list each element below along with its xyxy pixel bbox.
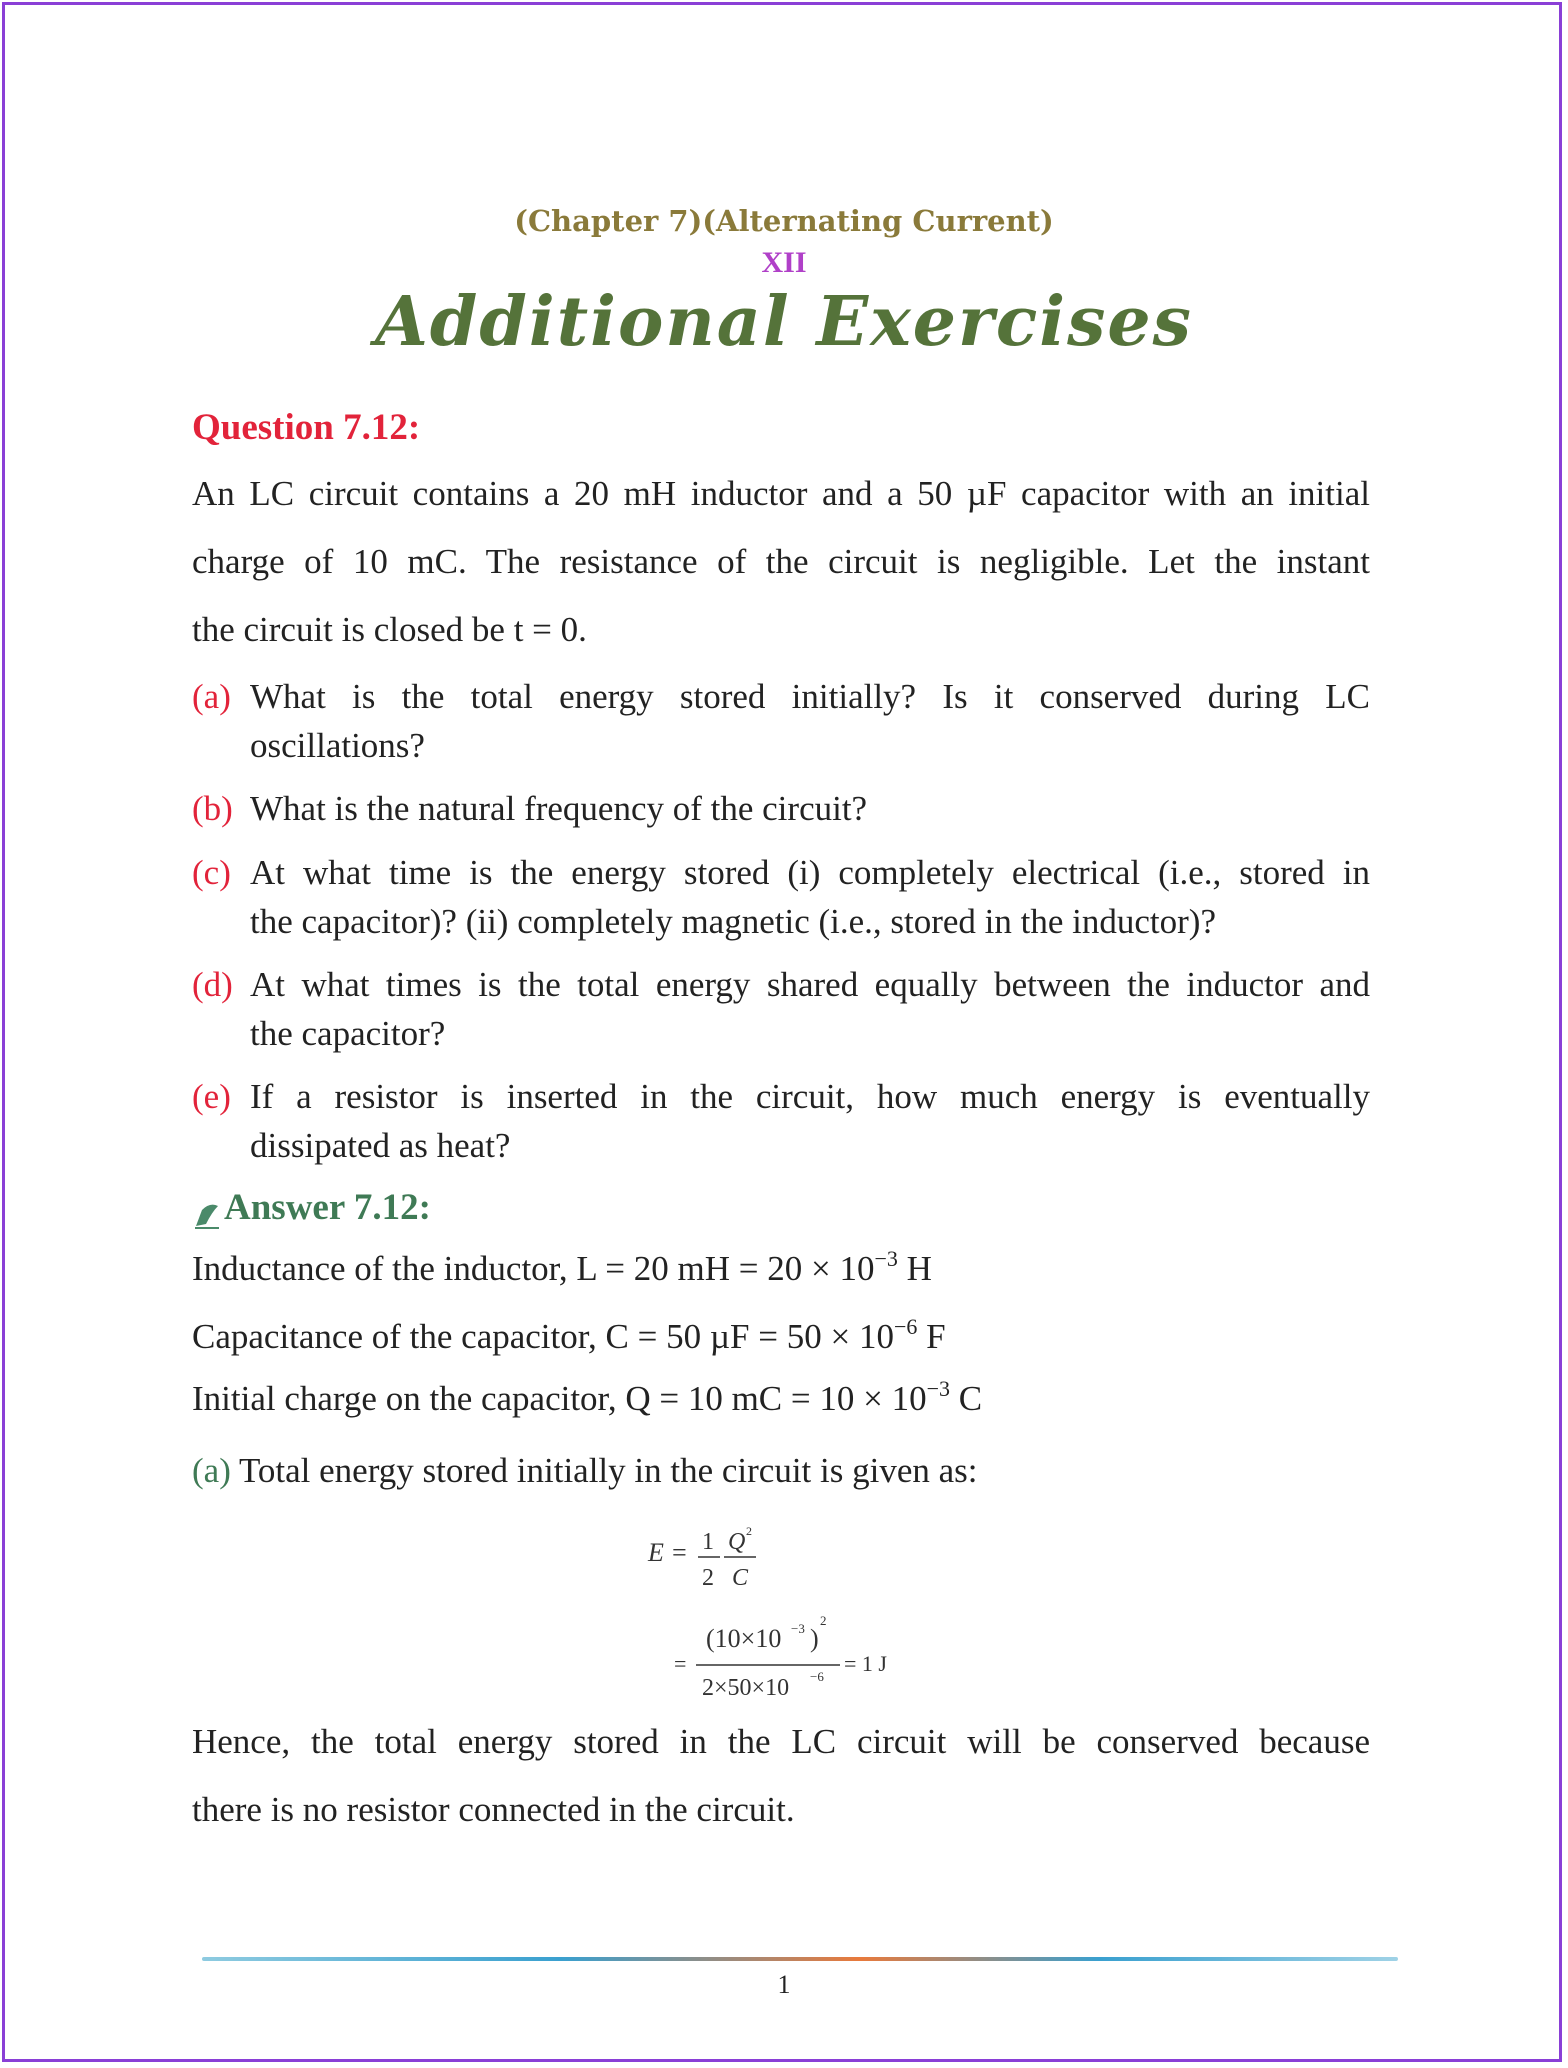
- item-line: What is the total energy stored initially? Is it conserved during LC: [250, 677, 1370, 716]
- item-line: the capacitor)? (ii) completely magnetic (i.e., stored in the inductor)?: [250, 902, 1216, 941]
- frac1-num: 1: [702, 1529, 714, 1555]
- item-line: dissipated as heat?: [250, 1126, 511, 1165]
- footer-divider: [202, 1957, 1398, 1961]
- chapter-header: (Chapter 7)(Alternating Current): [514, 204, 1054, 238]
- question-text: [192, 460, 1370, 664]
- part-a-line: (a) Total energy stored initially in the circuit is given as:: [192, 1451, 978, 1490]
- conclusion-line: Hence, the total energy stored in the LC circuit will be conserved because: [192, 1722, 1370, 1761]
- item-label: (a): [192, 677, 231, 716]
- item-label: (d): [192, 965, 233, 1004]
- item-line: What is the natural frequency of the circuit?: [250, 789, 868, 828]
- item-line: At what time is the energy stored (i) completely electrical (i.e., stored in: [250, 853, 1370, 892]
- page-title: Additional Exercises: [375, 282, 1193, 362]
- question-line: the circuit is closed be t = 0.: [192, 610, 587, 649]
- page-number: 1: [777, 1970, 791, 1999]
- question-line: charge of 10 mC. The resistance of the circuit is negligible. Let the instant: [192, 542, 1370, 581]
- item-line: If a resistor is inserted in the circuit, how much energy is eventually: [250, 1077, 1370, 1116]
- capacitance-line: Capacitance of the capacitor, C = 50 $\mu F = 50 \times 10^{-6}$ F: [192, 1314, 946, 1356]
- item-label: (c): [192, 853, 231, 892]
- part-a-label: (a): [192, 1451, 231, 1490]
- energy-formula: [640, 1515, 940, 1710]
- inductance-line: Inductance of the inductor, L = 20 mH = $20 \times 10^{-3}$ H: [192, 1246, 932, 1288]
- item-line: the capacitor?: [250, 1014, 446, 1053]
- answer-heading: [192, 1186, 431, 1229]
- pen-icon: [192, 1197, 222, 1225]
- item-line: oscillations?: [250, 726, 425, 765]
- question-line: An LC circuit contains a 20 mH inductor and a 50 µF capacitor with an initial: [192, 474, 1370, 513]
- num-base: (10×10: [706, 1624, 782, 1653]
- class-label: XII: [761, 246, 807, 279]
- item-label: (e): [192, 1077, 231, 1116]
- question-heading: Question 7.12:: [192, 407, 421, 448]
- conclusion-text: [192, 1708, 1370, 1844]
- frac2-num: Q: [728, 1529, 746, 1555]
- frac2-den: C: [732, 1565, 749, 1591]
- den-exp: −6: [810, 1669, 824, 1684]
- charge-line: Initial charge on the capacitor, Q = 10 mC = $10 \times 10^{-3}$ C: [192, 1376, 983, 1418]
- formula-lhs: E =: [648, 1538, 688, 1567]
- formula-eq2: =: [674, 1651, 687, 1676]
- answer-heading-text: Answer 7.12:: [224, 1187, 431, 1228]
- num-close-exp: 2: [820, 1613, 827, 1628]
- den-base: 2×50×10: [702, 1675, 790, 1701]
- frac2-num-exp: 2: [746, 1524, 752, 1538]
- num-exp: −3: [791, 1621, 805, 1636]
- frac1-den: 2: [702, 1565, 714, 1591]
- item-line: At what times is the total energy shared equally between the inductor and: [250, 965, 1370, 1004]
- num-close: ): [810, 1624, 819, 1653]
- formula-result: = 1 J: [844, 1651, 887, 1676]
- conclusion-line: there is no resistor connected in the circuit.: [192, 1790, 795, 1829]
- item-label: (b): [192, 789, 233, 828]
